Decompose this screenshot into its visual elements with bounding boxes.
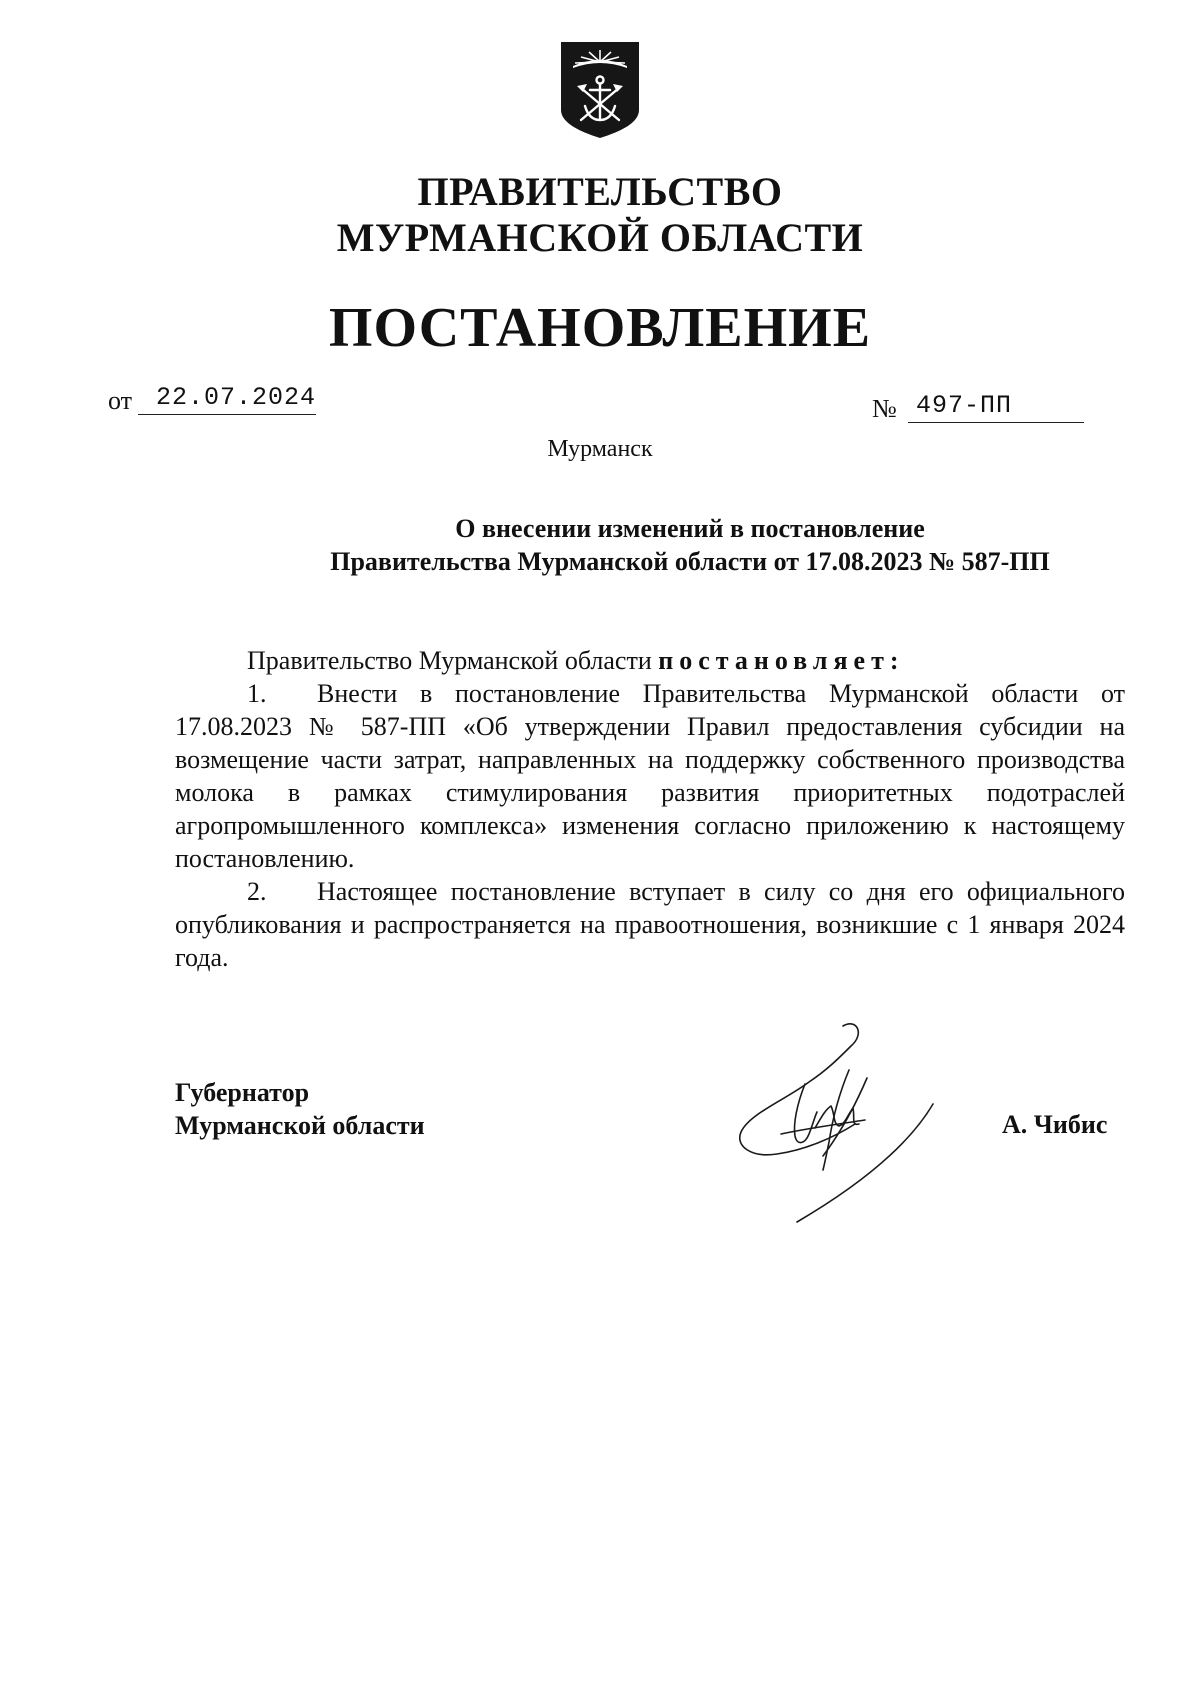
signer-position-line: Губернатор xyxy=(175,1078,310,1107)
list-item xyxy=(175,875,1125,974)
document-body xyxy=(175,644,1125,974)
item-text: Внести в постановление Правительства Мурманской области от 17.08.2023 № 587-ПП «Об утверждении Правил предоставления субсидии на возмещение части затрат, направленных на поддержку собственного производства молока в рамках стимулирования развития приоритетных подотраслей агропромышленного комплекса» изменения согласно приложению к настоящему постановлению. xyxy=(175,679,1125,873)
item-number: 1. xyxy=(247,679,267,708)
list-item xyxy=(175,677,1125,875)
document-subject xyxy=(240,512,1140,578)
signer-name: А. Чибис xyxy=(1002,1110,1108,1139)
signer-position-line: Мурманской области xyxy=(175,1111,425,1140)
document-date: 22.07.2024 xyxy=(138,382,316,415)
preamble-decree-word: постановляет: xyxy=(658,646,905,675)
preamble xyxy=(175,644,1125,677)
subject-line: О внесении изменений в постановление xyxy=(455,514,925,543)
subject-line: Правительства Мурманской области от 17.08.2023 № 587-ПП xyxy=(330,547,1050,576)
date-label: от xyxy=(108,386,133,415)
document-number: 497-ПП xyxy=(908,390,1084,423)
handwritten-signature-icon xyxy=(735,1020,935,1230)
item-number: 2. xyxy=(247,877,267,906)
org-name-line1: ПРАВИТЕЛЬСТВО xyxy=(417,169,783,214)
preamble-text: Правительство Мурманской области xyxy=(247,646,652,675)
item-text: Настоящее постановление вступает в силу со дня его официального опубликования и распространяется на правоотношения, возникшие с 1 января 2024 года. xyxy=(175,877,1125,972)
signer-position xyxy=(175,1076,425,1142)
city-name: Мурманск xyxy=(547,436,653,462)
murmansk-coat-of-arms-icon xyxy=(559,40,641,140)
document-type-title: ПОСТАНОВЛЕНИЕ xyxy=(328,297,872,359)
org-name-line2: МУРМАНСКОЙ ОБЛАСТИ xyxy=(336,215,864,260)
number-label: № xyxy=(872,394,897,423)
